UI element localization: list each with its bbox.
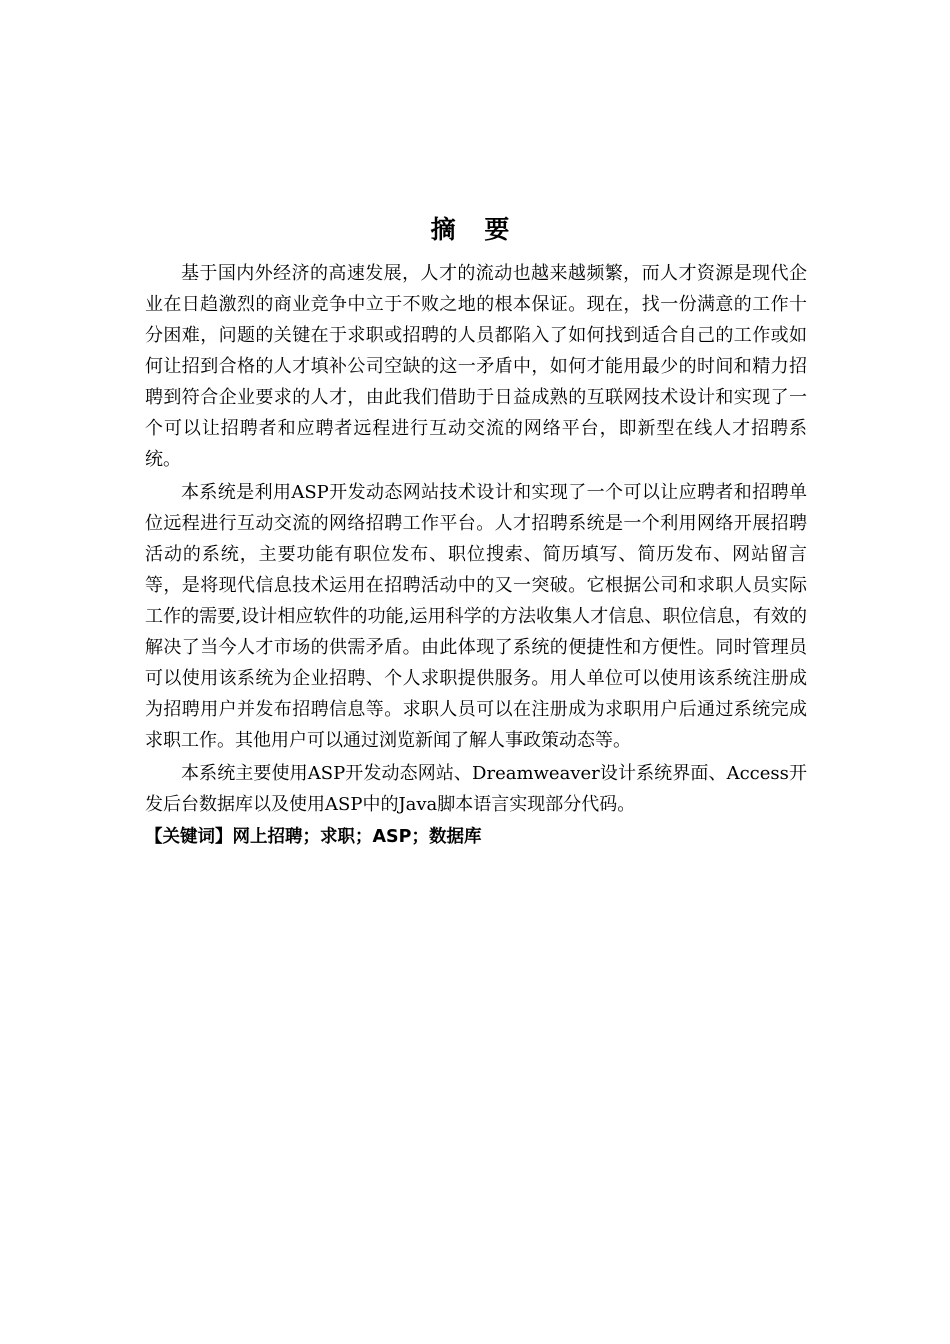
abstract-paragraph-3: 本系统主要使用ASP开发动态网站、Dreamweaver设计系统界面、Access开发后台数据库以及使用ASP中的Java脚本语言实现部分代码。 <box>145 763 807 815</box>
abstract-paragraph-2: 本系统是利用ASP开发动态网站技术设计和实现了一个可以让应聘者和招聘单位远程进行互动交流的网络招聘工作平台。人才招聘系统是一个利用网络开展招聘活动的系统，主要功能有职位发布、职位搜索、简历填写、简历发布、网站留言等，是将现代信息技术运用在招聘活动中的又一突破。它根据公司和求职人员实际工作的需要,设计相应软件的功能,运用科学的方法收集人才信息、职位信息，有效的解决了当今人才市场的供需矛盾。由此体现了系统的便捷性和方便性。同时管理员可以使用该系统为企业招聘、个人求职提供服务。用人单位可以使用该系统注册成为招聘用户并发布招聘信息等。求职人员可以在注册成为求职用户后通过系统完成求职工作。其他用户可以通过浏览新闻了解人事政策动态等。 <box>145 482 807 751</box>
keywords-values: 网上招聘；求职；ASP；数据库 <box>232 827 482 847</box>
abstract-body <box>145 258 807 853</box>
keywords-label: 【关键词】 <box>145 827 233 847</box>
keywords-line <box>145 822 807 853</box>
abstract-title: 摘 要 <box>430 215 520 244</box>
abstract-paragraph-1: 基于国内外经济的高速发展，人才的流动也越来越频繁，而人才资源是现代企业在日趋激烈的商业竞争中立于不败之地的根本保证。现在，找一份满意的工作十分困难，问题的关键在于求职或招聘的人员都陷入了如何找到适合自己的工作或如何让招到合格的人才填补公司空缺的这一矛盾中，如何才能用最少的时间和精力招聘到符合企业要求的人才，由此我们借助于日益成熟的互联网技术设计和实现了一个可以让招聘者和应聘者远程进行互动交流的网络平台，即新型在线人才招聘系统。 <box>145 263 807 470</box>
